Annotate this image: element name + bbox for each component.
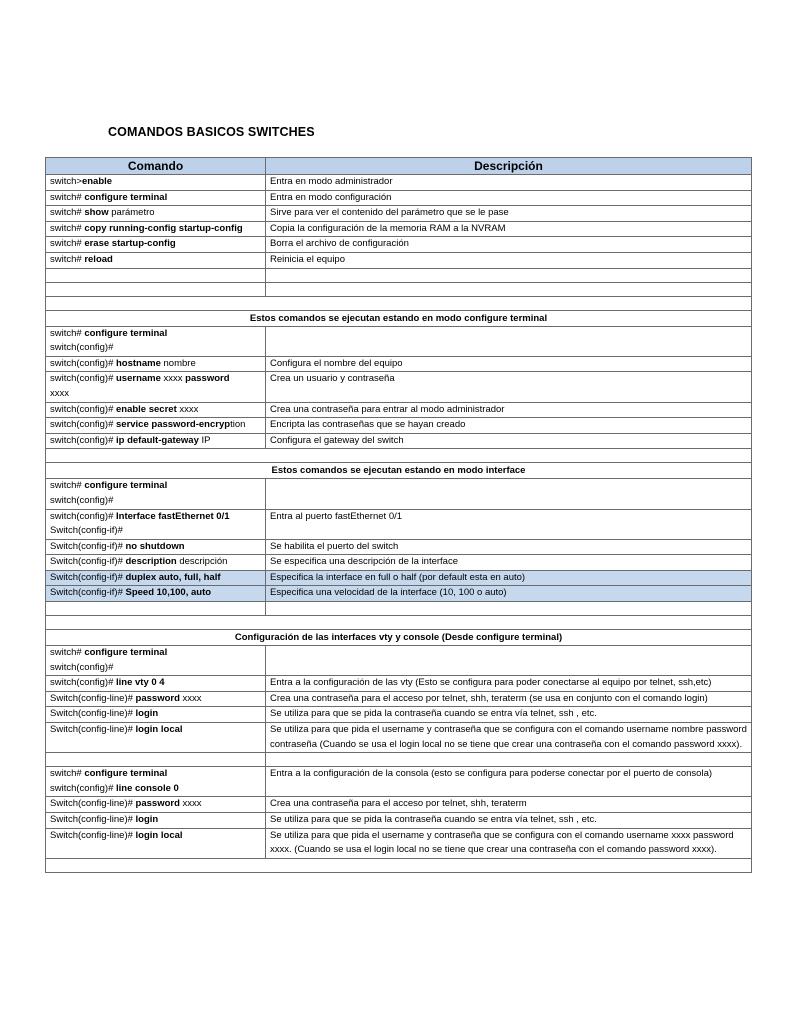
empty-row bbox=[46, 296, 752, 310]
table-row bbox=[46, 190, 752, 206]
description-cell: Entra en modo administrador bbox=[266, 175, 752, 191]
table-row bbox=[46, 206, 752, 222]
table-row bbox=[46, 221, 752, 237]
command-cell: switch# erase startup-config bbox=[46, 237, 266, 253]
command-cell: switch# show parámetro bbox=[46, 206, 266, 222]
table-row bbox=[46, 479, 752, 509]
table-row bbox=[46, 646, 752, 676]
command-cell: switch# configure terminal switch(config)# bbox=[46, 479, 266, 509]
command-cell: Switch(config-line)# login bbox=[46, 813, 266, 829]
table-row bbox=[46, 252, 752, 268]
description-cell: Crea un usuario y contraseña bbox=[266, 372, 752, 402]
command-cell: Switch(config-if)# no shutdown bbox=[46, 539, 266, 555]
table-row bbox=[46, 237, 752, 253]
section-heading-interface: Estos comandos se ejecutan estando en modo interface bbox=[46, 463, 752, 479]
table-row bbox=[46, 813, 752, 829]
description-cell bbox=[266, 646, 752, 676]
command-cell: switch# configure terminal bbox=[46, 190, 266, 206]
command-cell: Switch(config-if)# Speed 10,100, auto bbox=[46, 586, 266, 602]
command-cell: switch(config)# hostname nombre bbox=[46, 356, 266, 372]
description-cell bbox=[266, 326, 752, 356]
command-cell: Switch(config-if)# description descripción bbox=[46, 555, 266, 571]
empty-row bbox=[46, 753, 752, 767]
command-cell: Switch(config-line)# login local bbox=[46, 723, 266, 753]
command-cell: switch(config)# username xxxx password xxxx bbox=[46, 372, 266, 402]
table-row-highlighted bbox=[46, 586, 752, 602]
command-cell: switch# configure terminal switch(config)# bbox=[46, 326, 266, 356]
table-row bbox=[46, 691, 752, 707]
description-cell: Entra a la configuración de las vty (Esto se configura para poder conectarse al equipo por telnet, ssh,etc) bbox=[266, 676, 752, 692]
table-row bbox=[46, 828, 752, 858]
command-cell: switch# configure terminal switch(config)# bbox=[46, 646, 266, 676]
description-cell: Reinicia el equipo bbox=[266, 252, 752, 268]
description-cell: Crea una contraseña para entrar al modo administrador bbox=[266, 402, 752, 418]
description-cell: Sirve para ver el contenido del parámetro que se le pase bbox=[266, 206, 752, 222]
description-cell: Configura el nombre del equipo bbox=[266, 356, 752, 372]
table-row bbox=[46, 509, 752, 539]
table-row bbox=[46, 797, 752, 813]
description-cell: Configura el gateway del switch bbox=[266, 433, 752, 449]
command-cell: switch# configure terminal switch(config)# line console 0 bbox=[46, 767, 266, 797]
empty-row bbox=[46, 616, 752, 630]
table-row bbox=[46, 707, 752, 723]
empty-row bbox=[46, 282, 752, 296]
description-cell: Entra al puerto fastEthernet 0/1 bbox=[266, 509, 752, 539]
description-cell: Crea una contraseña para el acceso por telnet, shh, teraterm (se usa en conjunto con el comando login) bbox=[266, 691, 752, 707]
command-cell: Switch(config-line)# password xxxx bbox=[46, 691, 266, 707]
command-cell: switch(config)# Interface fastEthernet 0/1 Switch(config-if)# bbox=[46, 509, 266, 539]
commands-table bbox=[45, 157, 752, 873]
description-cell: Se especifica una descripción de la interface bbox=[266, 555, 752, 571]
empty-row bbox=[46, 449, 752, 463]
table-row bbox=[46, 402, 752, 418]
command-cell: switch(config)# service password-encryption bbox=[46, 418, 266, 434]
command-cell: switch>enable bbox=[46, 175, 266, 191]
section-heading-configure-terminal: Estos comandos se ejecutan estando en modo configure terminal bbox=[46, 310, 752, 326]
section-heading-row bbox=[46, 630, 752, 646]
description-cell: Entra en modo configuración bbox=[266, 190, 752, 206]
column-header-comando: Comando bbox=[46, 158, 266, 175]
description-cell: Se utiliza para que pida el username y contraseña que se configura con el comando username xxxx password xxxx. (Cuando se usa el login local no se tiene que crear una contraseña con el comando password xxxx). bbox=[266, 828, 752, 858]
command-cell: switch(config)# line vty 0 4 bbox=[46, 676, 266, 692]
section-heading-vty-console: Configuración de las interfaces vty y console (Desde configure terminal) bbox=[46, 630, 752, 646]
description-cell: Se utiliza para que pida el username y contraseña que se configura con el comando username nombre password contraseña (Cuando se usa el login local no se tiene que crear una contraseña con el comando password xxxx). bbox=[266, 723, 752, 753]
description-cell: Se utiliza para que se pida la contraseña cuando se entra vía telnet, ssh , etc. bbox=[266, 707, 752, 723]
empty-row bbox=[46, 268, 752, 282]
description-cell bbox=[266, 479, 752, 509]
empty-row bbox=[46, 602, 752, 616]
column-header-descripcion: Descripción bbox=[266, 158, 752, 175]
description-cell: Especifica la interface en full o half (por default esta en auto) bbox=[266, 570, 752, 586]
table-row bbox=[46, 433, 752, 449]
command-cell: Switch(config-line)# login bbox=[46, 707, 266, 723]
description-cell: Se utiliza para que se pida la contraseña cuando se entra vía telnet, ssh , etc. bbox=[266, 813, 752, 829]
section-heading-row bbox=[46, 310, 752, 326]
table-row bbox=[46, 767, 752, 797]
description-cell: Crea una contraseña para el acceso por telnet, shh, teraterm bbox=[266, 797, 752, 813]
document-title: COMANDOS BASICOS SWITCHES bbox=[108, 125, 315, 139]
table-row-highlighted bbox=[46, 570, 752, 586]
description-cell: Especifica una velocidad de la interface (10, 100 o auto) bbox=[266, 586, 752, 602]
command-cell: Switch(config-if)# duplex auto, full, half bbox=[46, 570, 266, 586]
table-row bbox=[46, 175, 752, 191]
command-cell: Switch(config-line)# login local bbox=[46, 828, 266, 858]
table-row bbox=[46, 372, 752, 402]
table-row bbox=[46, 723, 752, 753]
section-heading-row bbox=[46, 463, 752, 479]
table-row bbox=[46, 555, 752, 571]
table-header-row bbox=[46, 158, 752, 175]
description-cell: Borra el archivo de configuración bbox=[266, 237, 752, 253]
command-cell: switch# copy running-config startup-config bbox=[46, 221, 266, 237]
table-row bbox=[46, 539, 752, 555]
command-cell: Switch(config-line)# password xxxx bbox=[46, 797, 266, 813]
table-row bbox=[46, 676, 752, 692]
description-cell: Se habilita el puerto del switch bbox=[266, 539, 752, 555]
description-cell: Entra a la configuración de la consola (esto se configura para poderse conectar por el puerto de consola) bbox=[266, 767, 752, 797]
command-cell: switch(config)# enable secret xxxx bbox=[46, 402, 266, 418]
table-row bbox=[46, 356, 752, 372]
description-cell: Encripta las contraseñas que se hayan creado bbox=[266, 418, 752, 434]
table-row bbox=[46, 418, 752, 434]
command-cell: switch(config)# ip default-gateway IP bbox=[46, 433, 266, 449]
empty-row bbox=[46, 858, 752, 872]
table-row bbox=[46, 326, 752, 356]
description-cell: Copia la configuración de la memoria RAM a la NVRAM bbox=[266, 221, 752, 237]
command-cell: switch# reload bbox=[46, 252, 266, 268]
